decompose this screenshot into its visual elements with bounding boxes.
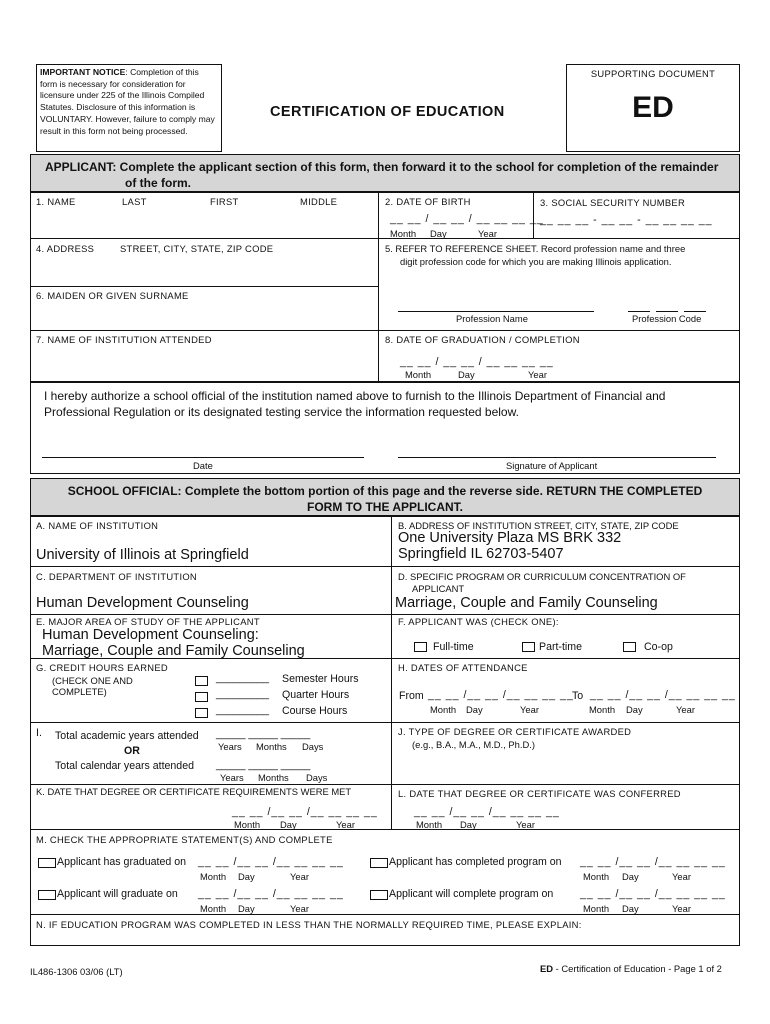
refer-line1: 5. REFER TO REFERENCE SHEET. Record profession name and three bbox=[385, 243, 686, 254]
part-time-checkbox[interactable] bbox=[522, 642, 535, 652]
h-from-year: Year bbox=[520, 704, 539, 715]
semester-hours-input[interactable]: _________ bbox=[216, 672, 270, 684]
g-sub1: (CHECK ONE AND bbox=[52, 675, 133, 686]
school-band-line2: FORM TO THE APPLICANT. bbox=[307, 500, 463, 514]
notice-body: : Completion of this form is necessary for consideration for licensure under 225 of the Illinois Compiled Statutes. Disclosure of this information is VOLUNTARY. However, failure to comply may result in this form not being processed. bbox=[40, 67, 215, 136]
notice-heading: IMPORTANT NOTICE bbox=[40, 67, 126, 77]
d-program-label-line1: D. SPECIFIC PROGRAM OR CURRICULUM CONCENTRATION OF bbox=[398, 571, 686, 582]
has-graduated-label: Applicant has graduated on bbox=[57, 856, 186, 868]
date-signature-line[interactable] bbox=[42, 457, 364, 458]
has-completed-month: Month bbox=[583, 871, 610, 882]
a-institution-value[interactable]: University of Illinois at Springfield bbox=[36, 547, 249, 563]
l-conferred-label: L. DATE THAT DEGREE OR CERTIFICATE WAS CONFERRED bbox=[398, 788, 681, 799]
has-graduated-month: Month bbox=[200, 871, 227, 882]
i-calendar-months: Months bbox=[258, 772, 289, 783]
m-statements-label: M. CHECK THE APPROPRIATE STATEMENT(S) AND COMPLETE bbox=[36, 834, 333, 845]
graduation-date-input[interactable]: __ __ / __ __ / __ __ __ __ bbox=[400, 356, 554, 368]
profession-name-line[interactable] bbox=[398, 311, 594, 312]
has-completed-input[interactable]: __ __ /__ __ /__ __ __ __ bbox=[580, 856, 726, 868]
will-complete-input[interactable]: __ __ /__ __ /__ __ __ __ bbox=[580, 888, 726, 900]
maiden-input[interactable] bbox=[34, 302, 374, 328]
will-graduate-year: Year bbox=[290, 903, 309, 914]
course-hours-checkbox[interactable] bbox=[195, 708, 208, 718]
page-footer bbox=[540, 963, 722, 974]
quarter-hours-checkbox[interactable] bbox=[195, 692, 208, 702]
will-graduate-day: Day bbox=[238, 903, 255, 914]
authorization-line1: I hereby authorize a school official of the institution named above to furnish to the Illinois Department of Financial and bbox=[44, 389, 666, 403]
applicant-instructions-band bbox=[30, 154, 740, 192]
document-code: ED bbox=[632, 91, 674, 124]
h-from-month: Month bbox=[430, 704, 457, 715]
k-year: Year bbox=[336, 819, 355, 830]
e-major-line2[interactable]: Marriage, Couple and Family Counseling bbox=[42, 643, 305, 659]
institution-attended-input[interactable] bbox=[34, 346, 374, 378]
applicant-band-line2: of the form. bbox=[125, 176, 191, 190]
k-requirements-label: K. DATE THAT DEGREE OR CERTIFICATE REQUIREMENTS WERE MET bbox=[36, 786, 352, 797]
has-completed-checkbox[interactable] bbox=[370, 858, 388, 868]
first-label: FIRST bbox=[210, 196, 239, 207]
l-date-input[interactable]: __ __ /__ __ /__ __ __ __ bbox=[414, 806, 560, 818]
quarter-hours-input[interactable]: _________ bbox=[216, 688, 270, 700]
grad-day: Day bbox=[458, 369, 475, 380]
applicant-band-line1: APPLICANT: Complete the applicant section of this form, then forward it to the school for completion of the remainder bbox=[45, 160, 719, 174]
middle-label: MIDDLE bbox=[300, 196, 338, 207]
d-program-value[interactable]: Marriage, Couple and Family Counseling bbox=[395, 595, 658, 611]
e-major-line1[interactable]: Human Development Counseling: bbox=[42, 627, 259, 643]
supporting-document-box bbox=[566, 64, 740, 152]
i-calendar-days: Days bbox=[306, 772, 328, 783]
dob-year: Year bbox=[478, 228, 497, 239]
n-explain-input[interactable] bbox=[34, 930, 736, 944]
a-institution-label: A. NAME OF INSTITUTION bbox=[36, 520, 159, 531]
institution-attended-label: 7. NAME OF INSTITUTION ATTENDED bbox=[36, 334, 212, 345]
profession-name-label: Profession Name bbox=[456, 313, 528, 324]
supporting-document-label: SUPPORTING DOCUMENT bbox=[590, 68, 716, 79]
i-academic-years: Years bbox=[218, 741, 242, 752]
k-month: Month bbox=[234, 819, 261, 830]
i-calendar-input[interactable]: _____ _____ _____ bbox=[216, 759, 311, 771]
has-completed-day: Day bbox=[622, 871, 639, 882]
co-op-checkbox[interactable] bbox=[623, 642, 636, 652]
i-academic-label: Total academic years attended bbox=[55, 730, 199, 742]
b-address-line2[interactable]: Springfield IL 62703-5407 bbox=[398, 546, 564, 562]
profession-code-label: Profession Code bbox=[632, 313, 702, 324]
b-address-label: B. ADDRESS OF INSTITUTION STREET, CITY, STATE, ZIP CODE bbox=[398, 520, 679, 531]
applicant-signature-line[interactable] bbox=[398, 457, 716, 458]
l-month: Month bbox=[416, 819, 443, 830]
form-id: IL486-1306 03/06 (LT) bbox=[30, 966, 123, 977]
j-degree-example: (e.g., B.A., M.A., M.D., Ph.D.) bbox=[412, 739, 535, 750]
g-sub2: COMPLETE) bbox=[52, 686, 107, 697]
i-calendar-label: Total calendar years attended bbox=[55, 760, 194, 772]
maiden-label: 6. MAIDEN OR GIVEN SURNAME bbox=[36, 290, 189, 301]
i-academic-months: Months bbox=[256, 741, 287, 752]
school-official-band bbox=[30, 478, 740, 516]
dob-label: 2. DATE OF BIRTH bbox=[385, 196, 471, 207]
n-explain-label: N. IF EDUCATION PROGRAM WAS COMPLETED IN LESS THAN THE NORMALLY REQUIRED TIME, PLEASE EXPLAIN: bbox=[36, 919, 582, 930]
h-to-month: Month bbox=[589, 704, 616, 715]
form-title: CERTIFICATION OF EDUCATION bbox=[270, 104, 505, 120]
i-academic-days: Days bbox=[302, 741, 324, 752]
dob-day: Day bbox=[430, 228, 447, 239]
graduation-date-label: 8. DATE OF GRADUATION / COMPLETION bbox=[385, 334, 580, 345]
dob-month: Month bbox=[390, 228, 417, 239]
will-complete-month: Month bbox=[583, 903, 610, 914]
e-major-label: E. MAJOR AREA OF STUDY OF THE APPLICANT bbox=[36, 616, 260, 627]
signature-label: Signature of Applicant bbox=[506, 460, 598, 471]
grad-year: Year bbox=[528, 369, 547, 380]
h-to-year: Year bbox=[676, 704, 695, 715]
part-time-label: Part-time bbox=[539, 641, 582, 653]
will-graduate-checkbox[interactable] bbox=[38, 890, 56, 900]
grad-month: Month bbox=[405, 369, 432, 380]
ssn-input[interactable]: __ __ __ - __ __ - __ __ __ __ bbox=[540, 214, 713, 226]
c-department-label: C. DEPARTMENT OF INSTITUTION bbox=[36, 571, 198, 582]
l-year: Year bbox=[516, 819, 535, 830]
h-dates-label: H. DATES OF ATTENDANCE bbox=[398, 662, 528, 673]
has-graduated-year: Year bbox=[290, 871, 309, 882]
full-time-checkbox[interactable] bbox=[414, 642, 427, 652]
h-to-input[interactable]: __ __ /__ __ /__ __ __ __ bbox=[590, 689, 736, 701]
i-calendar-years: Years bbox=[220, 772, 244, 783]
h-to-label: To bbox=[572, 690, 584, 702]
name-input[interactable] bbox=[34, 208, 374, 234]
c-department-value[interactable]: Human Development Counseling bbox=[36, 595, 249, 611]
i-label: I. bbox=[36, 727, 42, 739]
ssn-label: 3. SOCIAL SECURITY NUMBER bbox=[540, 197, 686, 208]
has-completed-label: Applicant has completed program on bbox=[389, 856, 562, 868]
authorization-line2: Professional Regulation or its designated testing service the information requested below. bbox=[44, 405, 519, 419]
i-or-label: OR bbox=[124, 745, 140, 757]
date-label: Date bbox=[193, 460, 213, 471]
has-graduated-checkbox[interactable] bbox=[38, 858, 56, 868]
d-program-label-line2: APPLICANT bbox=[412, 583, 465, 594]
dob-input[interactable]: __ __ / __ __ / __ __ __ __ bbox=[390, 213, 544, 225]
has-completed-year: Year bbox=[672, 871, 691, 882]
f-applicant-was-label: F. APPLICANT WAS (CHECK ONE): bbox=[398, 616, 559, 627]
address-label: 4. ADDRESS bbox=[36, 243, 95, 254]
quarter-hours-label: Quarter Hours bbox=[282, 689, 350, 701]
l-day: Day bbox=[460, 819, 477, 830]
will-graduate-input[interactable]: __ __ /__ __ /__ __ __ __ bbox=[198, 888, 344, 900]
has-graduated-input[interactable]: __ __ /__ __ /__ __ __ __ bbox=[198, 856, 344, 868]
full-time-label: Full-time bbox=[433, 641, 474, 653]
address-fields-label: STREET, CITY, STATE, ZIP CODE bbox=[120, 243, 274, 254]
name-label: 1. NAME bbox=[36, 196, 76, 207]
k-day: Day bbox=[280, 819, 297, 830]
will-graduate-month: Month bbox=[200, 903, 227, 914]
semester-hours-label: Semester Hours bbox=[282, 673, 359, 685]
h-from-label: From bbox=[399, 690, 424, 702]
will-complete-day: Day bbox=[622, 903, 639, 914]
h-to-day: Day bbox=[626, 704, 643, 715]
refer-line2: digit profession code for which you are making Illinois application. bbox=[400, 256, 672, 267]
course-hours-label: Course Hours bbox=[282, 705, 348, 717]
j-degree-label: J. TYPE OF DEGREE OR CERTIFICATE AWARDED bbox=[398, 726, 632, 737]
semester-hours-checkbox[interactable] bbox=[195, 676, 208, 686]
will-complete-checkbox[interactable] bbox=[370, 890, 388, 900]
last-label: LAST bbox=[122, 196, 147, 207]
i-academic-input[interactable]: _____ _____ _____ bbox=[216, 728, 311, 740]
footer-page: - Certification of Education - Page 1 of 2 bbox=[553, 963, 722, 974]
school-band-line1: SCHOOL OFFICIAL: Complete the bottom portion of this page and the reverse side. RETURN THE COMPLETED bbox=[67, 484, 703, 498]
j-degree-input[interactable] bbox=[396, 752, 736, 782]
course-hours-input[interactable]: _________ bbox=[216, 704, 270, 716]
will-graduate-label: Applicant will graduate on bbox=[57, 888, 178, 900]
will-complete-year: Year bbox=[672, 903, 691, 914]
address-input[interactable] bbox=[34, 256, 374, 284]
footer-code: ED bbox=[540, 963, 554, 974]
b-address-line1[interactable]: One University Plaza MS BRK 332 bbox=[398, 530, 622, 546]
will-complete-label: Applicant will complete program on bbox=[389, 888, 554, 900]
h-from-input[interactable]: __ __ /__ __ /__ __ __ __ bbox=[428, 689, 574, 701]
k-date-input[interactable]: __ __ /__ __ /__ __ __ __ bbox=[232, 806, 378, 818]
co-op-label: Co-op bbox=[644, 641, 673, 653]
g-credit-hours-label: G. CREDIT HOURS EARNED bbox=[36, 662, 168, 673]
important-notice-box bbox=[36, 64, 222, 152]
h-from-day: Day bbox=[466, 704, 483, 715]
has-graduated-day: Day bbox=[238, 871, 255, 882]
